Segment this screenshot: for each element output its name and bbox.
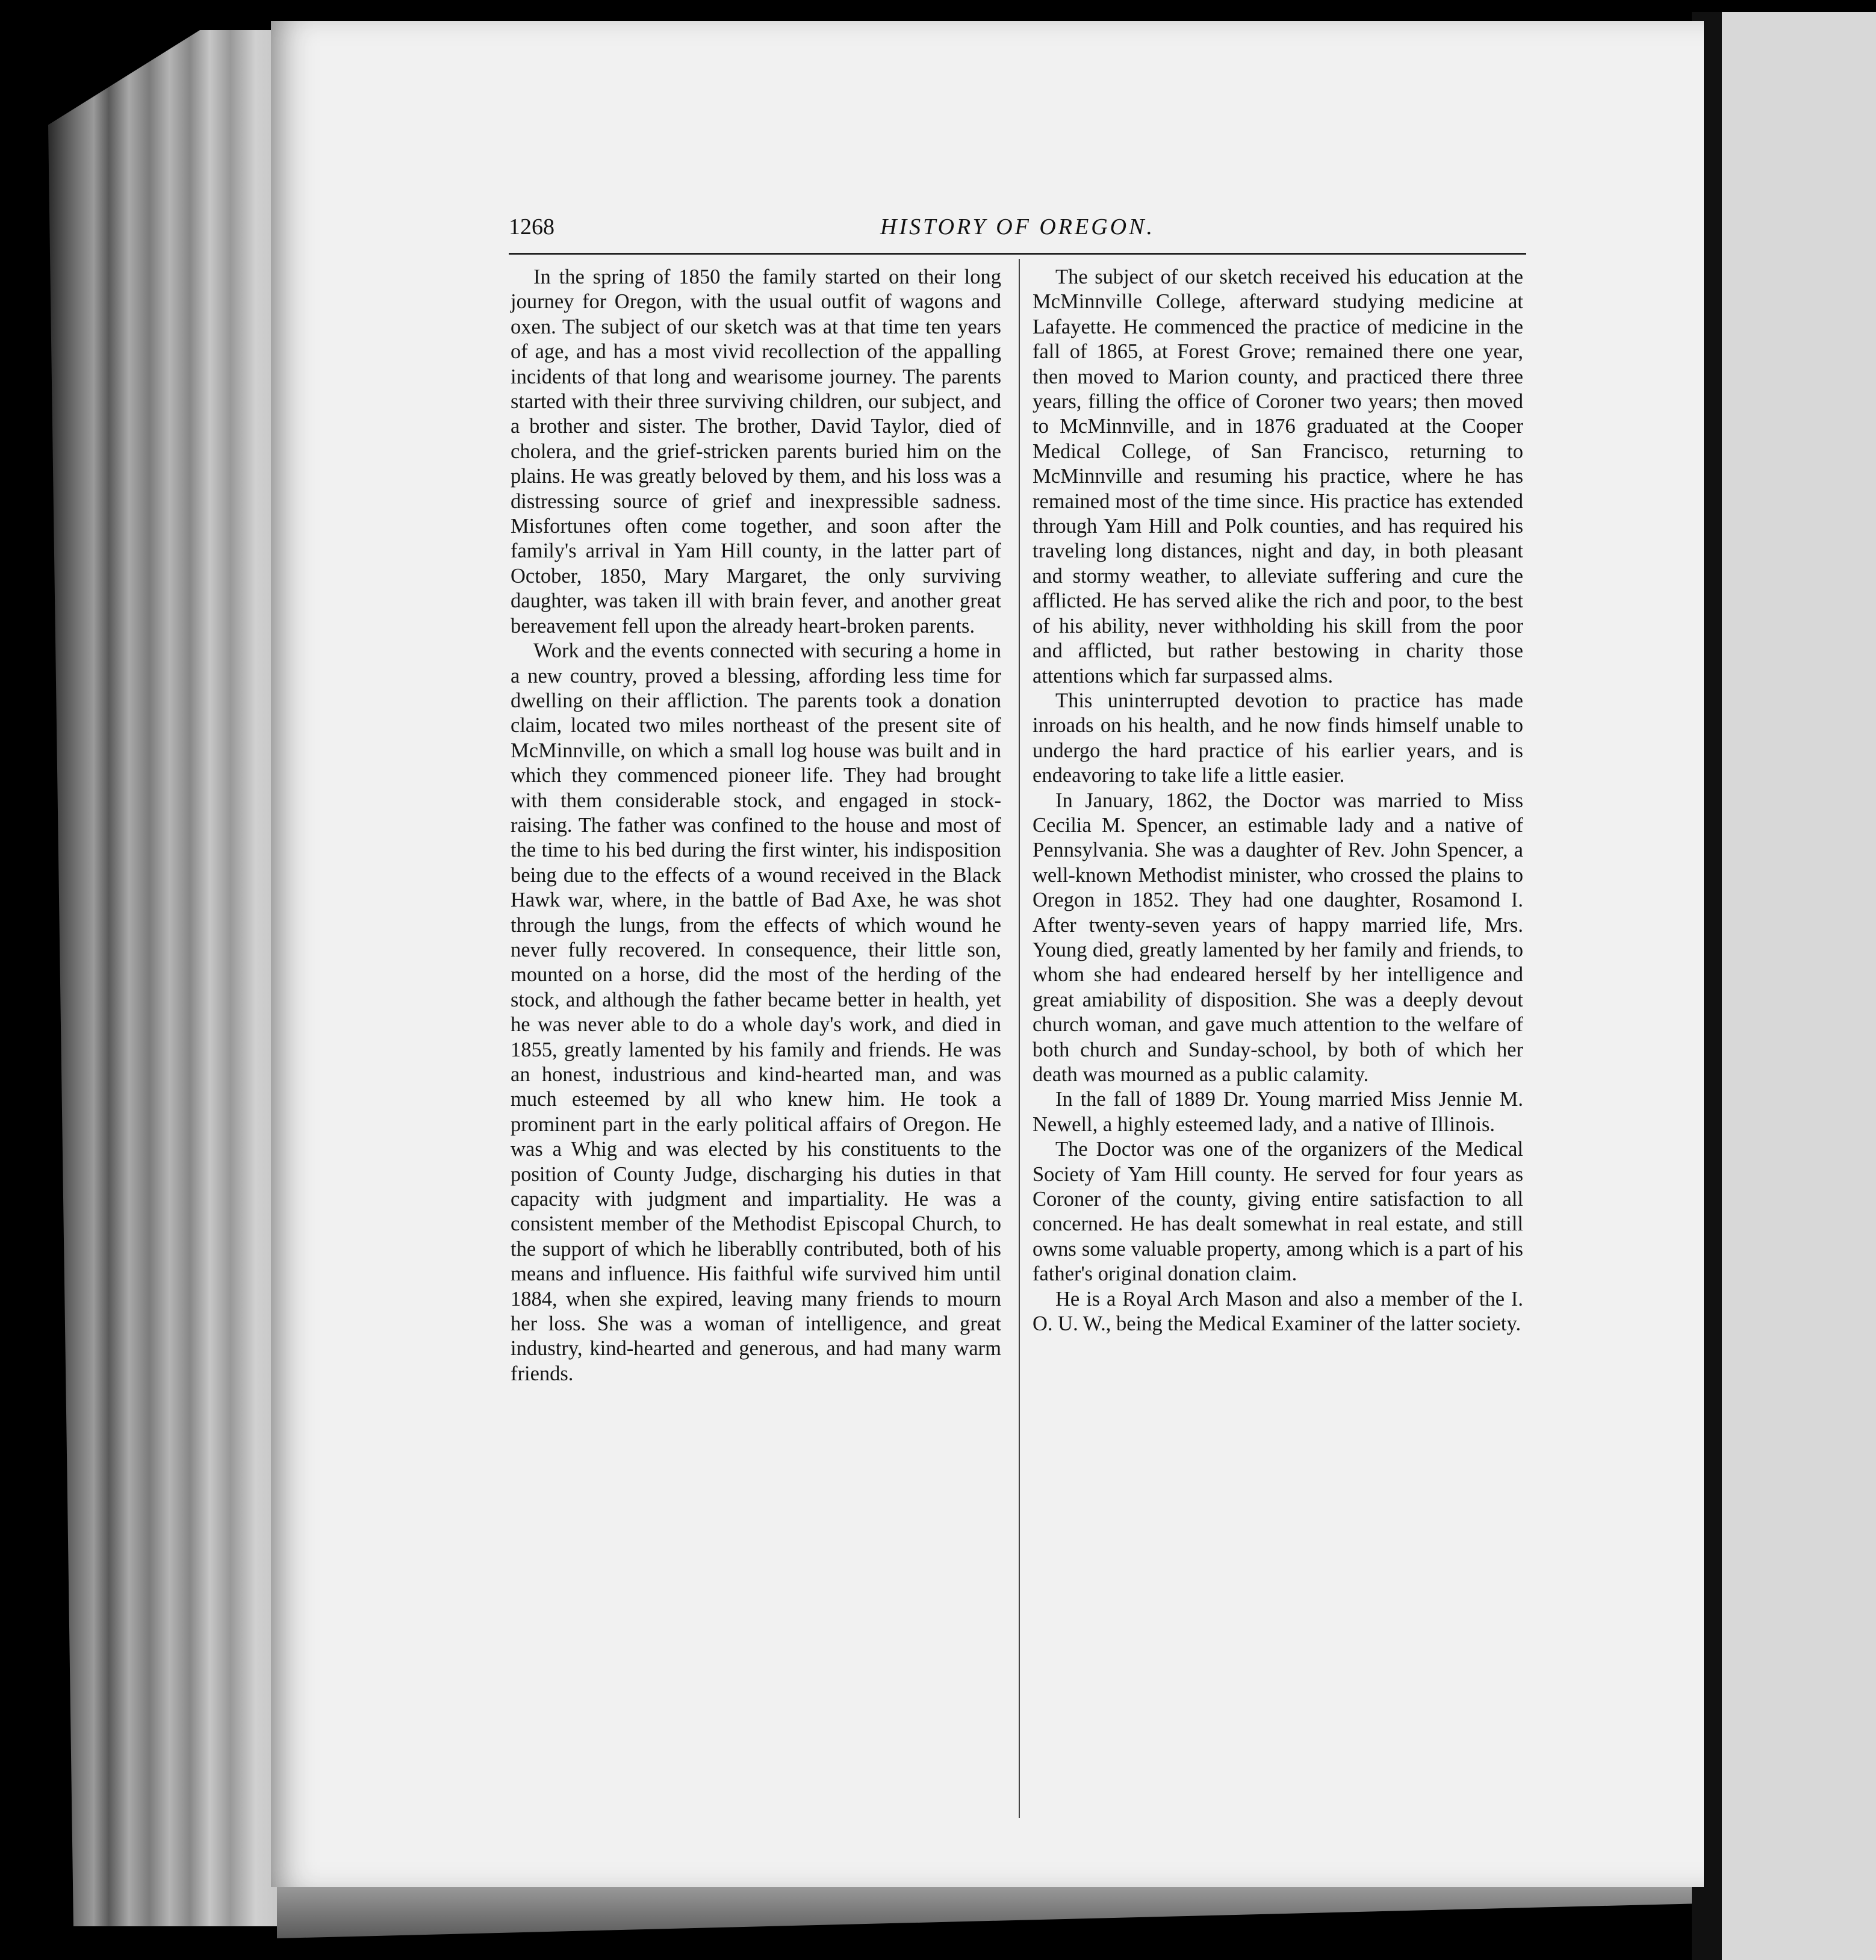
paragraph: The Doctor was one of the organizers of the Medical Society of Yam Hill county. He served for four years as Coroner of the county, giving entire satisfaction to all concerned. He has dealt somewhat in real estate, and still owns some valuable property, among which is a part of his father's original donation claim. xyxy=(1033,1138,1523,1286)
paragraph: This uninterrupted devotion to practice has made inroads on his health, and he now finds himself unable to undergo the hard practice of his earlier years, and is endeavoring to take life a little easier. xyxy=(1033,689,1523,787)
paragraph: He is a Royal Arch Mason and also a member of the I. O. U. W., being the Medical Examiner of the latter society. xyxy=(1033,1287,1523,1336)
paragraph: The subject of our sketch received his education at the McMinnville College, afterward studying medicine at Lafayette. He commenced the practice of medicine in the fall of 1865, at Forest Grove; remained there one year, then moved to Marion county, and practiced there three years, filling the office of Coroner two years; then moved to McMinnville, and in 1876 graduated at the Cooper Medical College, of San Francisco, returning to McMinnville and resuming his practice, where he has remained most of the time since. His practice has extended through Yam Hill and Polk counties, and has required his traveling long distances, night and day, in both pleasant and stormy weather, to alleviate suffering and cure the afflicted. He has served alike the rich and poor, to the best of his ability, never withholding his skill from the poor and afflicted, but rather bestowing in charity those attentions which far surpassed alms. xyxy=(1033,265,1523,687)
paragraph: Work and the events connected with securing a home in a new country, proved a blessing, affording less time for dwelling on their affliction. The parents took a donation claim, located two miles northeast of the present site of McMinnville, on which a small log house was built and in which they commenced pioneer life. They had brought with them considerable stock, and engaged in stock-raising. The father was confined to the house and most of the time to his bed during the first winter, his indisposition being due to the effects of a wound received in the Black Hawk war, where, in the battle of Bad Axe, he was shot through the lungs, from the effects of which wound he never fully recovered. In consequence, their little son, mounted on a horse, did the most of the herding of the stock, and although the father became better in health, yet he was never able to do a whole day's work, and died in 1855, greatly lamented by his family and friends. He was an honest, industrious and kind-hearted man, and was much esteemed by all who knew him. He took a prominent part in the early political affairs of Oregon. He was a Whig and was elected by his constituents to the position of County Judge, discharging his duties in that capacity with judgment and impartiality. He was a consistent member of the Methodist Episcopal Church, to the support of which he liberablly contributed, both of his means and influence. His faithful wife survived him until 1884, when she expired, leaving many friends to mourn her loss. She was a woman of intelligence, and great industry, kind-hearted and generous, and had many warm friends. xyxy=(511,639,1001,1385)
book-page-edges xyxy=(48,30,301,1926)
page-number: 1268 xyxy=(509,214,554,240)
paragraph: In the spring of 1850 the family started on their long journey for Oregon, with the usual outfit of wagons and oxen. The subject of our sketch was at that time ten years of age, and has a most vivid recollection of the appalling incidents of that long and wearisome journey. The parents started with their three surviving children, our subject, and a brother and sister. The brother, David Taylor, died of cholera, and the grief-stricken parents buried him on the plains. He was greatly beloved by them, and his loss was a distressing source of grief and inexpressible sadness. Misfortunes often come together, and soon after the family's arrival in Yam Hill county, in the latter part of October, 1850, Mary Margaret, the only surviving daughter, was taken ill with brain fever, and another great bereavement fell upon the already heart-broken parents. xyxy=(511,265,1001,637)
running-head: HISTORY OF OREGON. xyxy=(880,214,1155,240)
header-rule xyxy=(509,253,1526,255)
facing-page-edge xyxy=(1722,12,1876,1960)
paragraph: In January, 1862, the Doctor was married to Miss Cecilia M. Spencer, an estimable lady and a native of Pennsylvania. She was a daughter of Rev. John Spencer, a well-known Methodist minister, who crossed the plains to Oregon in 1852. They had one daughter, Rosamond I. After twenty-seven years of happy married life, Mrs. Young died, greatly lamented by her family and friends, to whom she had endeared herself by her intelligence and great amiability of disposition. She was a deeply devout church woman, and gave much attention to the welfare of both church and Sunday-school, by both of which her death was mourned as a public calamity. xyxy=(1033,789,1523,1086)
left-column xyxy=(511,265,1001,1386)
column-divider xyxy=(1019,259,1020,1818)
paragraph: In the fall of 1889 Dr. Young married Miss Jennie M. Newell, a highly esteemed lady, and a native of Illinois. xyxy=(1033,1088,1523,1136)
page-header xyxy=(509,214,1526,250)
right-column xyxy=(1033,265,1523,1336)
